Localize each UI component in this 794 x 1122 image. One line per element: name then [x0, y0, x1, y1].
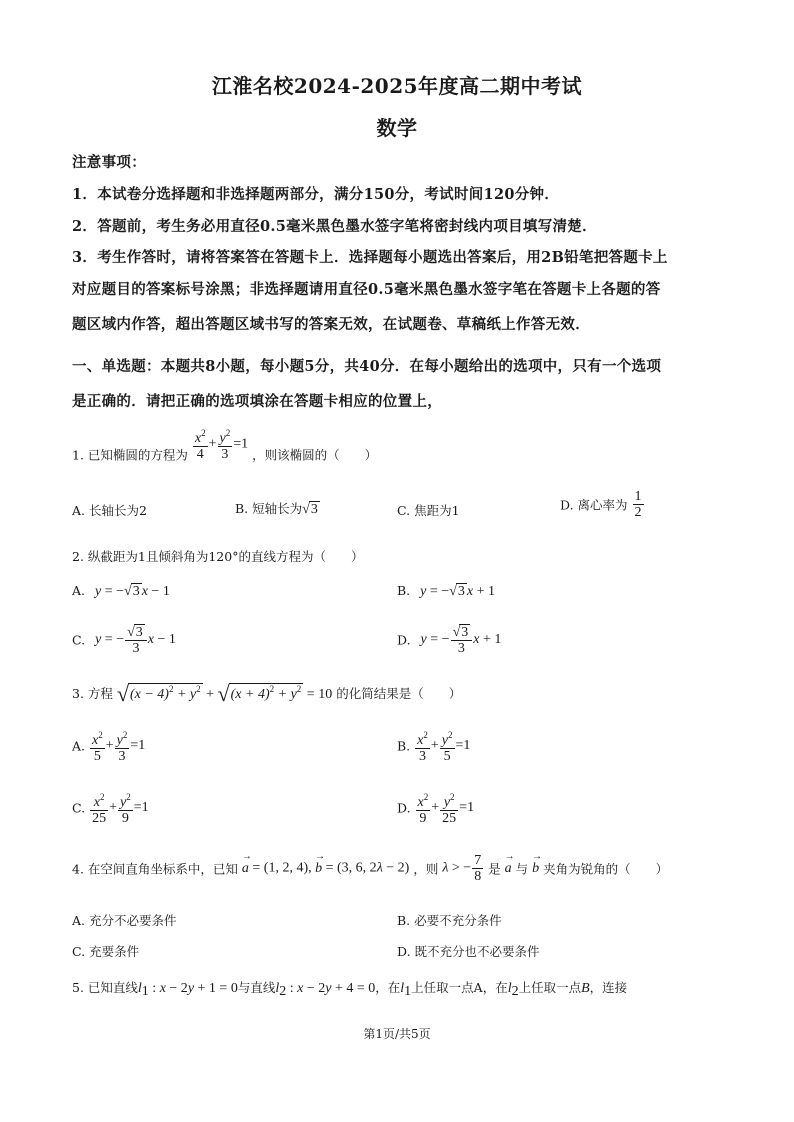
question-1-equation: $\frac{x^2}{4}$ + $\frac{y^2}{3}$ =1 [194, 428, 249, 462]
question-2-option-d-label: D. [397, 632, 411, 648]
question-5-suffix: ，连接 [589, 980, 628, 995]
question-2-option-b-label: B. [397, 583, 411, 598]
question-1-option-a: A. 长轴长为2 [72, 503, 147, 518]
section-1-instruction-line2: 是正确的．请把正确的选项填涂在答题卡相应的位置上， [72, 393, 442, 410]
question-3-option-d-label: D. [397, 800, 411, 816]
question-5-mid1: 与直线 [237, 980, 276, 995]
notice-item-3-line1: 3．考生作答时，请将答案答在答题卡上．选择题每小题选出答案后，用2B铅笔把答题卡上 [72, 249, 668, 266]
question-4-stem: 4. 在空间直角坐标系中，已知 → a = (1, 2, 4), → b = (3, 6, 2λ − 2) ，则 λ > − $\frac{7}{8}$ 是 → a 与 → b 夹角为锐角的（ ） [72, 853, 668, 884]
question-1-suffix: ，则该椭圆的（ ） [252, 447, 378, 463]
question-2-option-a-label: A. [72, 583, 86, 598]
section-1-instruction-line1: 一、单选题：本题共8小题，每小题5分，共40分．在每小题给出的选项中，只有一个选项 [72, 358, 662, 375]
question-4-suffix3: 夹角为锐角的（ ） [543, 861, 669, 877]
question-4-option-b: B. 必要不充分条件 [397, 913, 502, 928]
question-2-option-b: B. y = −√3 x + 1 [397, 583, 495, 599]
question-1-option-d-text: D. 离心率为 [560, 497, 628, 513]
question-4-mid: ，则 [413, 861, 439, 877]
exam-subject: 数学 [376, 116, 418, 140]
question-4-option-d: D. 既不充分也不必要条件 [397, 944, 540, 959]
notice-item-2: 2．答题前，考生务必用直径0.5毫米黑色墨水签字笔将密封线内项目填写清楚． [72, 218, 597, 235]
question-3-option-c: C. $\frac{x^2}{25}$ + $\frac{y^2}{9}$ =1 [72, 792, 149, 826]
question-3-prefix: 3. 方程 [72, 686, 113, 701]
question-3-equation: $√(x - 4)^2 + y^2 + √(x + 4)^2 + y^2 = 10$ [116, 681, 333, 706]
question-1-option-c: C. 焦距为1 [397, 503, 460, 518]
question-3-suffix: 的化简结果是（ ） [336, 686, 462, 701]
question-4-suffix: 是 [488, 861, 501, 877]
question-3-stem [72, 681, 461, 707]
question-2-option-d: D. y = − $\frac{√3}{3}$ x + 1 [397, 625, 502, 656]
question-2-option-c-label: C. [72, 632, 86, 648]
question-3-option-a: A. $\frac{x^2}{5}$ + $\frac{y^2}{3}$ =1 [72, 730, 146, 764]
question-3-option-b-label: B. [397, 738, 411, 754]
question-1-option-b: B. 短轴长为√3 [235, 501, 318, 517]
notice-item-1: 1．本试卷分选择题和非选择题两部分，满分150分，考试时间120分钟． [72, 186, 560, 203]
question-2-stem: 2. 纵截距为1且倾斜角为120°的直线方程为（ ） [72, 549, 364, 564]
question-1-option-d: D. 离心率为 $\frac{1}{2}$ [560, 489, 642, 520]
question-4-prefix: 4. 在空间直角坐标系中，已知 [72, 861, 238, 877]
question-5-prefix: 5. 已知直线 [72, 980, 138, 995]
question-5-stem: 5. 已知直线$l_1$ : x − 2y + 1 = 0与直线$l_2$ : x − 2y + 4 = 0，在$l_1$上任取一点A，在$l_2$上任取一点B，连接 [72, 980, 628, 999]
question-1-option-b-text: B. 短轴长为 [235, 501, 303, 516]
question-1-stem [72, 426, 377, 464]
question-3-option-c-label: C. [72, 800, 86, 816]
exam-title: 江淮名校2024-2025年度高二期中考试 [211, 74, 583, 98]
notice-item-3-line2: 对应题目的答案标号涂黑；非选择题请用直径0.5毫米黑色墨水签字笔在答题卡上各题的答 [72, 281, 661, 298]
page-footer: 第1页/共5页 [363, 1027, 431, 1041]
question-5-mid3: 上任取一点A，在 [411, 980, 508, 995]
question-2-option-c: C. y = − $\frac{√3}{3}$ x − 1 [72, 625, 176, 656]
question-3-option-a-label: A. [72, 738, 86, 754]
question-1-prefix: 1. 已知椭圆的方程为 [72, 447, 188, 463]
question-4-option-c: C. 充要条件 [72, 944, 140, 959]
question-2-option-a: A. y = −√3 x − 1 [72, 583, 170, 599]
notice-item-3-line3: 题区域内作答，超出答题区域书写的答案无效，在试题卷、草稿纸上作答无效． [72, 316, 590, 333]
question-4-option-a: A. 充分不必要条件 [72, 913, 177, 928]
question-3-option-b: B. $\frac{x^2}{3}$ + $\frac{y^2}{5}$ =1 [397, 730, 471, 764]
question-5-mid2: ，在 [375, 980, 401, 995]
question-3-option-d: D. $\frac{x^2}{9}$ + $\frac{y^2}{25}$ =1 [397, 792, 475, 826]
question-4-suffix2: 与 [515, 861, 529, 877]
question-5-mid4: 上任取一点 [518, 980, 582, 995]
notice-heading: 注意事项： [72, 154, 146, 171]
